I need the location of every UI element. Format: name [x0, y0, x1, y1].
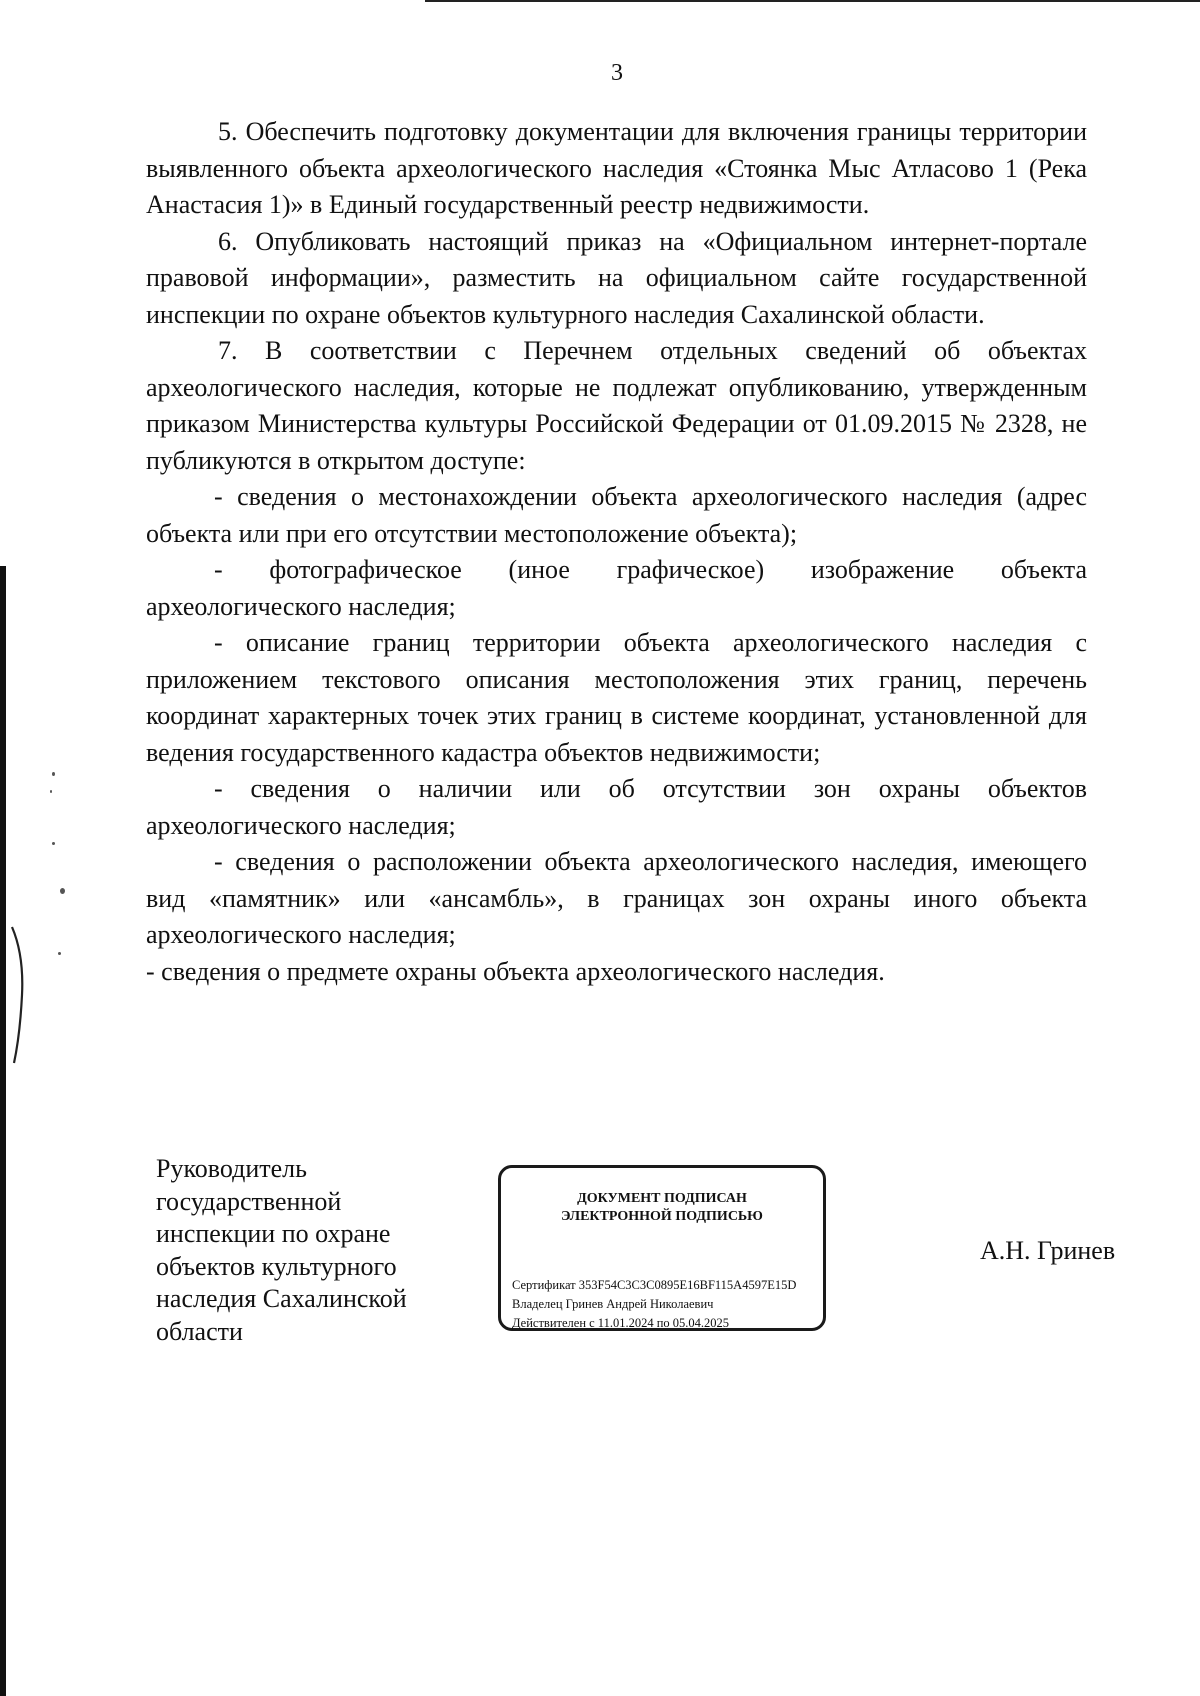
list-item: - сведения о наличии или об отсутствии зон охраны объектов археологического наследия; [146, 774, 1087, 840]
stamp-title-line: ДОКУМЕНТ ПОДПИСАН [577, 1191, 747, 1206]
top-border-line [425, 0, 1200, 2]
paragraph-5: 5. Обеспечить подготовку документации для включения границы территории выявленного объекта археологического наследия «Стоянка Мыс Атласово 1 (Река Анастасия 1)» в Единый государственный реестр недвижимости. [146, 117, 1087, 219]
margin-bracket-mark [8, 925, 28, 1065]
stamp-title [501, 1190, 823, 1226]
speck-mark [58, 952, 61, 955]
paragraph-7: 7. В соответствии с Перечнем отдельных сведений об объектах археологического наследия, которые не подлежат опубликованию, утвержденным приказом Министерства культуры Российской Федерации от 01.09.2015 № 2328, не публикуются в открытом доступе: [146, 336, 1087, 475]
signatory-name: А.Н. Гринев [980, 1236, 1116, 1265]
speck-mark [50, 790, 52, 793]
margin-specks [0, 0, 90, 1696]
speck-mark [52, 772, 55, 776]
electronic-signature-stamp [498, 1165, 826, 1331]
signature-block [0, 1150, 1200, 1350]
stamp-details [512, 1276, 822, 1333]
signatory-position: Руководитель государственной инспекции по охране объектов культурного наследия Сахалинской области [156, 1154, 407, 1346]
list-item: - сведения о расположении объекта археологического наследия, имеющего вид «памятник» или «ансамбль», в границах зон охраны иного объекта археологического наследия; [146, 847, 1087, 949]
document-body [146, 114, 1087, 990]
speck-mark [52, 842, 55, 845]
list-item: - сведения о местонахождении объекта археологического наследия (адрес объекта или при его отсутствии местоположение объекта); [146, 482, 1087, 548]
page-number: 3 [611, 60, 623, 86]
list-item: - описание границ территории объекта археологического наследия с приложением текстового описания местоположения этих границ, перечень координат характерных точек этих границ в системе координат, установленной для ведения государственного кадастра объектов недвижимости; [146, 628, 1087, 767]
stamp-certificate: Сертификат 353F54C3C3C0895E16BF115A4597E15D [512, 1278, 797, 1292]
stamp-owner: Владелец Гринев Андрей Николаевич [512, 1297, 714, 1311]
list-item: - сведения о предмете охраны объекта археологического наследия. [146, 956, 885, 986]
list-item: - фотографическое (иное графическое) изображение объекта археологического наследия; [146, 555, 1087, 621]
paragraph-6: 6. Опубликовать настоящий приказ на «Официальном интернет-портале правовой информации», разместить на официальном сайте государственной инспекции по охране объектов культурного наследия Сахалинской области. [146, 226, 1087, 329]
speck-mark [60, 888, 65, 894]
stamp-validity: Действителен с 11.01.2024 по 05.04.2025 [512, 1316, 730, 1330]
stamp-title-line: ЭЛЕКТРОННОЙ ПОДПИСЬЮ [561, 1209, 763, 1224]
